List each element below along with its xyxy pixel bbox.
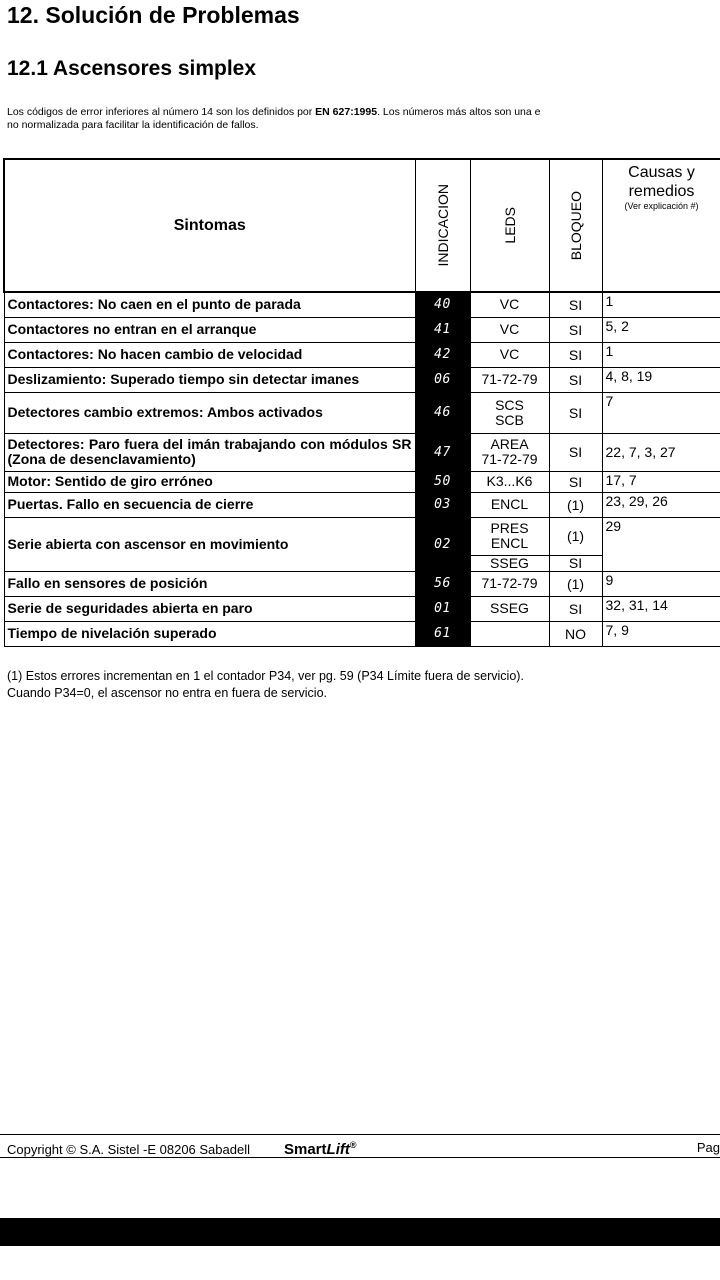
header-indicacion-label: INDICACION (434, 184, 451, 267)
bloqueo-cell: (1) (549, 571, 602, 596)
leds-value: PRES (490, 520, 529, 536)
indication-code: 02 (415, 517, 470, 571)
bloqueo-cell: (1) (549, 517, 602, 555)
leds-cell: SSEG (470, 555, 549, 571)
leds-cell: VC (470, 342, 549, 367)
bloqueo-cell: (1) (549, 492, 602, 517)
bloqueo-cell: SI (549, 392, 602, 433)
table-row (4, 571, 720, 596)
indication-code: 47 (415, 433, 470, 471)
symptom-cell: Deslizamiento: Superado tiempo sin detectar imanes (4, 367, 415, 392)
intro-text-line2: no normalizada para facilitar la identificación de fallos. (7, 119, 259, 131)
footnote (7, 668, 524, 702)
table-header-row (4, 159, 720, 292)
header-leds (470, 159, 549, 292)
bloqueo-cell: SI (549, 342, 602, 367)
causes-cell: 17, 7 (602, 471, 720, 492)
leds-value: 71-72-79 (481, 451, 538, 467)
leds-value: SCB (495, 411, 524, 428)
indication-code: 50 (415, 471, 470, 492)
leds-value: ENCL (490, 535, 529, 551)
bloqueo-cell: SI (549, 555, 602, 571)
leds-cell (470, 392, 549, 433)
header-indicacion (415, 159, 470, 292)
table-row (4, 471, 720, 492)
leds-cell: VC (470, 317, 549, 342)
leds-value: AREA (490, 436, 529, 452)
brand-name-b: Lift (326, 1141, 350, 1158)
intro-standard: EN 627:1995 (315, 106, 378, 118)
causes-cell: 23, 29, 26 (602, 492, 720, 517)
brand-logo (284, 1141, 357, 1158)
causes-cell: 9 (602, 571, 720, 596)
bloqueo-cell: SI (549, 596, 602, 621)
header-causas-line2: remedios (628, 183, 695, 200)
section-heading: 12.1 Ascensores simplex (7, 57, 257, 80)
leds-cell: ENCL (470, 492, 549, 517)
symptom-cell: Contactores no entran en el arranque (4, 317, 415, 342)
table-row (4, 433, 720, 471)
symptom-cell: Detectores cambio extremos: Ambos activados (4, 392, 415, 433)
table-row (4, 392, 720, 433)
leds-value: SCS (495, 396, 524, 413)
symptom-cell: Contactores: No hacen cambio de velocidad (4, 342, 415, 367)
indication-code: 03 (415, 492, 470, 517)
table-row (4, 317, 720, 342)
footer-divider-bottom (0, 1157, 720, 1158)
symptom-cell: Serie abierta con ascensor en movimiento (4, 517, 415, 571)
footnote-line1: (1) Estos errores incrementan en 1 el contador P34, ver pg. 59 (P34 Límite fuera de servicio). (7, 669, 524, 683)
header-bloqueo (549, 159, 602, 292)
indication-code: 06 (415, 367, 470, 392)
error-table (3, 158, 720, 647)
header-bloqueo-label: BLOQUEO (567, 190, 584, 261)
intro-text-pre: Los códigos de error inferiores al número 14 son los definidos por (7, 106, 316, 118)
indication-code: 56 (415, 571, 470, 596)
brand-name-a: Smart (284, 1141, 327, 1158)
indication-code: 42 (415, 342, 470, 367)
leds-cell (470, 517, 549, 555)
symptom-cell: Fallo en sensores de posición (4, 571, 415, 596)
footer-page-label: Pag (696, 1140, 720, 1155)
leds-cell: SSEG (470, 596, 549, 621)
brand-registered: ® (349, 1140, 357, 1150)
leds-cell: 71-72-79 (470, 367, 549, 392)
footer-copyright: Copyright © S.A. Sistel -E 08206 Sabadell (7, 1142, 250, 1157)
indication-code: 41 (415, 317, 470, 342)
indication-code: 46 (415, 392, 470, 433)
bloqueo-cell: NO (549, 621, 602, 646)
symptom-line: módulos SR (Zona de desenclavamiento) (7, 436, 412, 467)
causes-cell: 1 (602, 342, 720, 367)
bloqueo-cell: SI (549, 367, 602, 392)
header-causas (602, 159, 720, 292)
indication-code: 40 (415, 292, 470, 317)
table-row (4, 342, 720, 367)
indication-code: 01 (415, 596, 470, 621)
header-leds-label: LEDS (501, 207, 518, 244)
causes-cell: 4, 8, 19 (602, 367, 720, 392)
causes-cell: 1 (602, 292, 720, 317)
symptom-cell: Tiempo de nivelación superado (4, 621, 415, 646)
page-heading: 12. Solución de Problemas (7, 2, 300, 28)
bottom-black-bar (0, 1218, 720, 1246)
header-causas-line1: Causas y (628, 164, 695, 181)
leds-cell: VC (470, 292, 549, 317)
leds-cell: 71-72-79 (470, 571, 549, 596)
intro-text-post: . Los números más altos son una e (377, 106, 541, 118)
bloqueo-cell: SI (549, 317, 602, 342)
header-causas-sub: (Ver explicación #) (624, 201, 699, 211)
table-row (4, 596, 720, 621)
table-row (4, 621, 720, 646)
bloqueo-cell: SI (549, 292, 602, 317)
symptom-cell: Puertas. Fallo en secuencia de cierre (4, 492, 415, 517)
causes-cell: 7 (602, 392, 720, 433)
intro-paragraph (7, 106, 720, 132)
indication-code: 61 (415, 621, 470, 646)
leds-cell: K3...K6 (470, 471, 549, 492)
causes-cell: 32, 31, 14 (602, 596, 720, 621)
table-row (4, 492, 720, 517)
symptom-cell: Contactores: No caen en el punto de parada (4, 292, 415, 317)
symptom-cell: Motor: Sentido de giro erróneo (4, 471, 415, 492)
causes-cell: 29 (602, 517, 720, 571)
table-row (4, 517, 720, 555)
footnote-line2: Cuando P34=0, el ascensor no entra en fuera de servicio. (7, 686, 327, 700)
page-footer (7, 1140, 357, 1158)
symptom-cell (4, 433, 415, 471)
bloqueo-cell: SI (549, 471, 602, 492)
causes-cell: 22, 7, 3, 27 (602, 433, 720, 471)
bloqueo-cell: SI (549, 433, 602, 471)
causes-cell: 5, 2 (602, 317, 720, 342)
causes-cell: 7, 9 (602, 621, 720, 646)
table-row (4, 367, 720, 392)
leds-cell (470, 433, 549, 471)
footer-divider-top (0, 1134, 720, 1135)
symptom-line: Detectores: Paro fuera del imán trabajando con (7, 436, 326, 452)
table-row (4, 292, 720, 317)
symptom-cell: Serie de seguridades abierta en paro (4, 596, 415, 621)
leds-cell (470, 621, 549, 646)
header-sintomas: Sintomas (4, 159, 415, 292)
